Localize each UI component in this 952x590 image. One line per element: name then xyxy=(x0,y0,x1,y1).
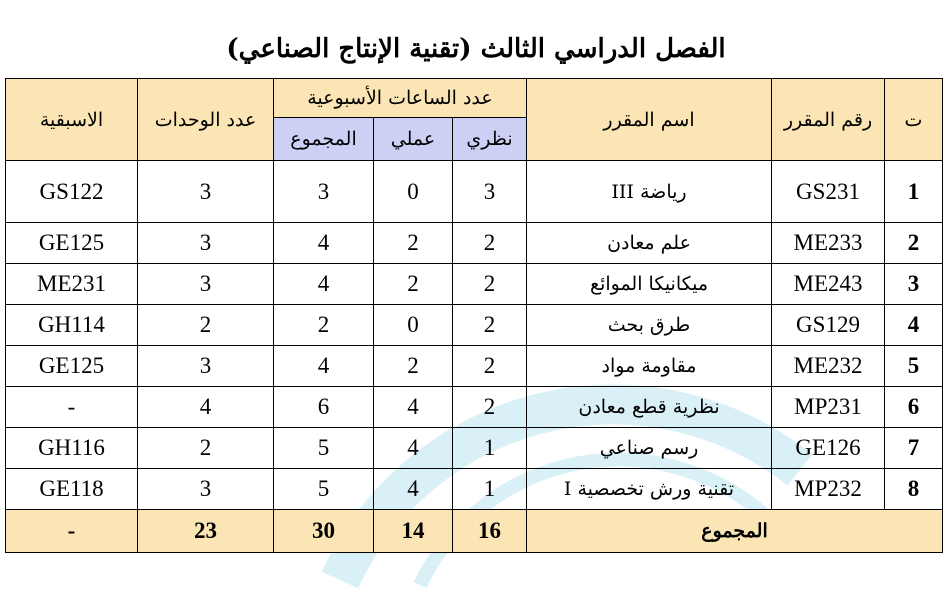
cell-sum: 3 xyxy=(274,161,374,223)
cell-prereq: GE125 xyxy=(6,223,138,264)
cell-code: ME243 xyxy=(772,264,885,305)
cell-t: 3 xyxy=(885,264,943,305)
totals-row xyxy=(6,510,943,553)
cell-sum: 5 xyxy=(274,428,374,469)
table-row xyxy=(6,469,943,510)
cell-theory: 3 xyxy=(453,161,527,223)
cell-code: ME232 xyxy=(772,346,885,387)
col-header-sum: المجموع xyxy=(274,118,374,161)
cell-sum: 2 xyxy=(274,305,374,346)
cell-prereq: GS122 xyxy=(6,161,138,223)
total-practical: 14 xyxy=(374,510,453,553)
cell-units: 3 xyxy=(138,264,274,305)
cell-code: GS129 xyxy=(772,305,885,346)
cell-t: 4 xyxy=(885,305,943,346)
table-row xyxy=(6,428,943,469)
cell-prereq: GE125 xyxy=(6,346,138,387)
cell-name: علم معادن xyxy=(527,223,772,264)
cell-units: 4 xyxy=(138,387,274,428)
cell-name: تقنية ورش تخصصية I xyxy=(527,469,772,510)
cell-practical: 0 xyxy=(374,305,453,346)
table-row xyxy=(6,161,943,223)
table-row xyxy=(6,387,943,428)
total-units: 23 xyxy=(138,510,274,553)
col-header-units: عدد الوحدات xyxy=(138,79,274,161)
cell-t: 5 xyxy=(885,346,943,387)
cell-name: رياضة III xyxy=(527,161,772,223)
cell-theory: 2 xyxy=(453,223,527,264)
cell-theory: 2 xyxy=(453,346,527,387)
cell-units: 3 xyxy=(138,346,274,387)
cell-practical: 0 xyxy=(374,161,453,223)
cell-sum: 5 xyxy=(274,469,374,510)
totals-label: المجموع xyxy=(527,510,943,553)
cell-practical: 4 xyxy=(374,387,453,428)
col-header-weekly-hours: عدد الساعات الأسبوعية xyxy=(274,79,527,118)
cell-code: MP232 xyxy=(772,469,885,510)
cell-name: نظرية قطع معادن xyxy=(527,387,772,428)
total-prereq: - xyxy=(6,510,138,553)
cell-units: 2 xyxy=(138,305,274,346)
cell-code: MP231 xyxy=(772,387,885,428)
cell-t: 1 xyxy=(885,161,943,223)
cell-prereq: GE118 xyxy=(6,469,138,510)
cell-prereq: GH116 xyxy=(6,428,138,469)
cell-practical: 2 xyxy=(374,264,453,305)
semester-courses-table xyxy=(5,78,943,553)
cell-t: 6 xyxy=(885,387,943,428)
cell-practical: 2 xyxy=(374,223,453,264)
cell-sum: 6 xyxy=(274,387,374,428)
table-row xyxy=(6,264,943,305)
total-sum: 30 xyxy=(274,510,374,553)
total-theory: 16 xyxy=(453,510,527,553)
page-title: الفصل الدراسي الثالث (تقنية الإنتاج الصناعي) xyxy=(226,34,726,64)
cell-name: ميكانيكا الموائع xyxy=(527,264,772,305)
cell-theory: 1 xyxy=(453,428,527,469)
cell-units: 3 xyxy=(138,469,274,510)
col-header-name: اسم المقرر xyxy=(527,79,772,161)
cell-practical: 4 xyxy=(374,469,453,510)
cell-sum: 4 xyxy=(274,223,374,264)
cell-name: رسم صناعي xyxy=(527,428,772,469)
cell-code: ME233 xyxy=(772,223,885,264)
cell-practical: 2 xyxy=(374,346,453,387)
col-header-t: ت xyxy=(885,79,943,161)
col-header-prereq: الاسبقية xyxy=(6,79,138,161)
col-header-code: رقم المقرر xyxy=(772,79,885,161)
cell-units: 3 xyxy=(138,161,274,223)
cell-units: 3 xyxy=(138,223,274,264)
header-row-top xyxy=(6,79,943,118)
col-header-practical: عملي xyxy=(374,118,453,161)
cell-prereq: GH114 xyxy=(6,305,138,346)
cell-theory: 1 xyxy=(453,469,527,510)
cell-prereq: - xyxy=(6,387,138,428)
cell-code: GS231 xyxy=(772,161,885,223)
cell-prereq: ME231 xyxy=(6,264,138,305)
cell-t: 8 xyxy=(885,469,943,510)
table-row xyxy=(6,223,943,264)
cell-name: مقاومة مواد xyxy=(527,346,772,387)
cell-name: طرق بحث xyxy=(527,305,772,346)
col-header-theory: نظري xyxy=(453,118,527,161)
cell-t: 7 xyxy=(885,428,943,469)
cell-t: 2 xyxy=(885,223,943,264)
cell-practical: 4 xyxy=(374,428,453,469)
table-row xyxy=(6,346,943,387)
cell-theory: 2 xyxy=(453,305,527,346)
table-row xyxy=(6,305,943,346)
cell-units: 2 xyxy=(138,428,274,469)
cell-sum: 4 xyxy=(274,346,374,387)
cell-theory: 2 xyxy=(453,387,527,428)
cell-theory: 2 xyxy=(453,264,527,305)
cell-code: GE126 xyxy=(772,428,885,469)
cell-sum: 4 xyxy=(274,264,374,305)
